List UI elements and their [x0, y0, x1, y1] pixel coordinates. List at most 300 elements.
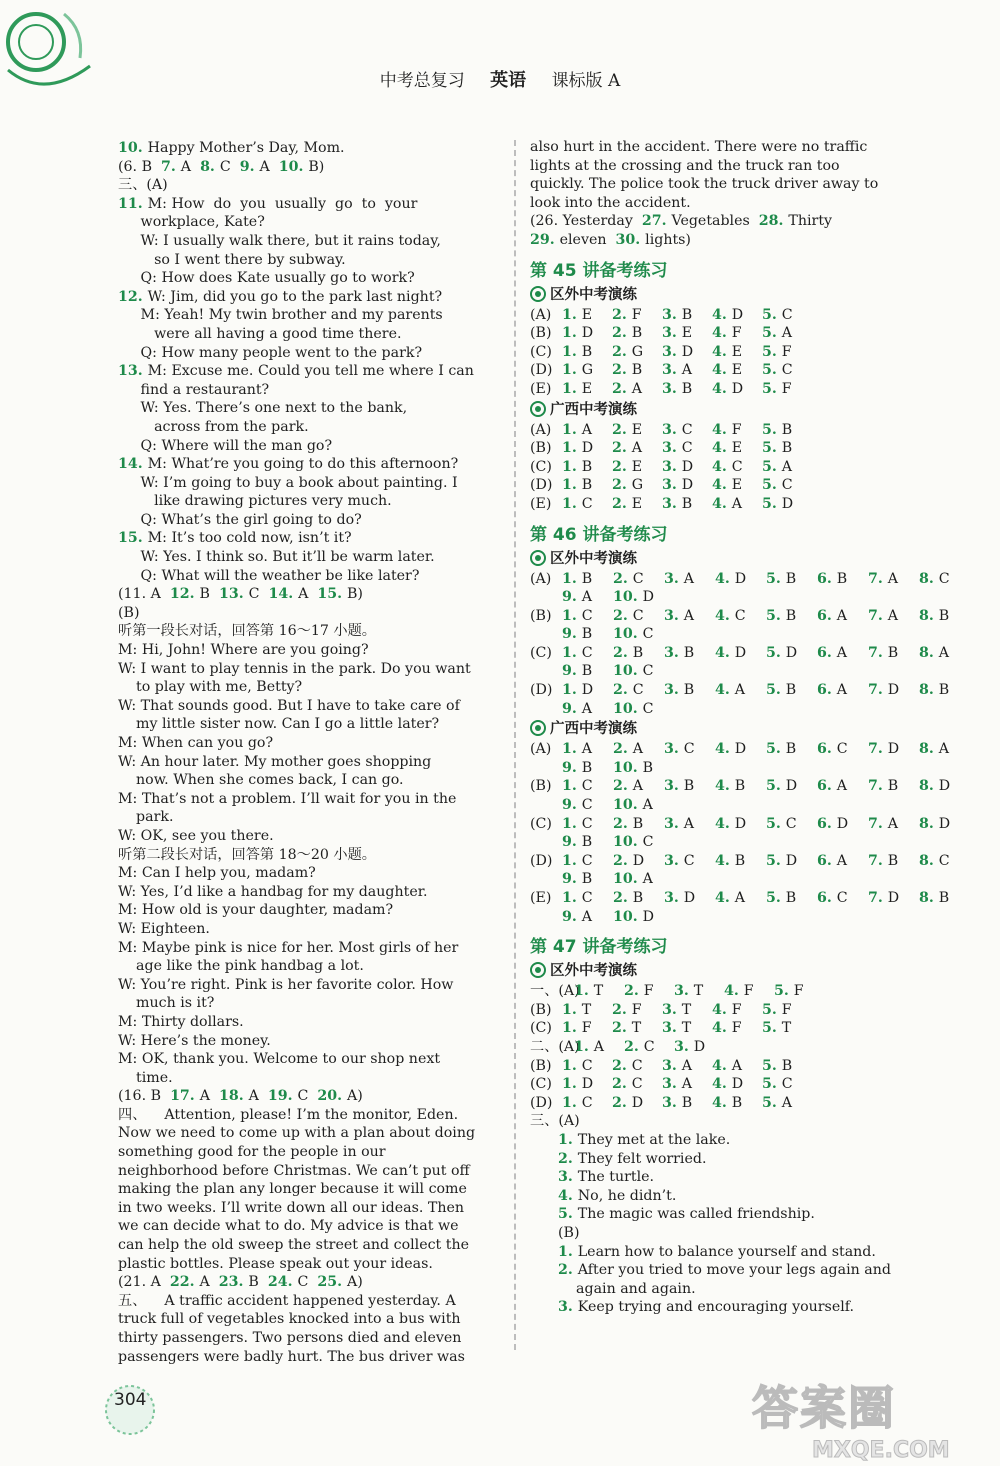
line-text: 五、 A traffic accident happened yesterday. A: [118, 1292, 456, 1309]
line-text: lights): [645, 231, 691, 248]
answer-value: C: [581, 1057, 593, 1074]
answer-number: 1.: [562, 458, 582, 475]
answer-value: E: [681, 325, 693, 342]
answer-value: F: [731, 421, 742, 438]
answer-number: 4.: [715, 644, 735, 661]
answer-item: [562, 361, 612, 380]
question-number: 12.: [169, 586, 200, 603]
answer-number: 3.: [662, 421, 682, 438]
answer-item: [715, 740, 766, 759]
answer-number: 3.: [662, 343, 682, 360]
line-text: W: Yes, I’d like a handbag for my daughter.: [118, 883, 428, 900]
answer-value: B: [938, 890, 950, 906]
answer-value: C: [643, 1038, 655, 1055]
answer-number: 1.: [562, 607, 582, 624]
answer-item: [817, 777, 868, 796]
text-line: [118, 548, 500, 567]
answer-value: A: [836, 644, 848, 661]
answer-number: 1.: [562, 682, 582, 699]
answer-number: 5.: [766, 682, 786, 699]
text-line: [118, 771, 500, 790]
answer-item: [817, 815, 868, 834]
answer-value: B: [631, 362, 643, 379]
answer-value: B: [731, 1094, 743, 1111]
answer-row-label: (A): [530, 421, 552, 438]
answer-row-label: (B): [530, 1001, 552, 1018]
answer-number: 10.: [613, 834, 643, 851]
answer-value: B: [581, 663, 593, 680]
answer-number: 3.: [662, 362, 682, 379]
answer-row-label: 二、(A): [530, 1038, 580, 1055]
short-answer: [530, 1205, 940, 1224]
question-number: 19.: [267, 1088, 298, 1105]
answer-row-label: (B): [530, 440, 552, 457]
text-line: [118, 492, 500, 511]
answer-value: D: [734, 815, 747, 832]
answer-item: [613, 870, 664, 889]
answer-number: 1.: [562, 380, 582, 397]
answer-value: D: [785, 644, 798, 661]
answer-row-label: (B): [530, 607, 552, 624]
answer-number: 1.: [562, 852, 582, 869]
answer-row: [530, 607, 950, 626]
answer-value: D: [631, 1094, 644, 1111]
answer-row: [530, 700, 940, 719]
answer-item: [562, 644, 613, 663]
answer-value: B: [581, 626, 593, 643]
answer-text: They met at the lake.: [577, 1131, 731, 1148]
answer-number: 8.: [919, 570, 939, 587]
answer-item: [766, 815, 817, 834]
text-line: [118, 1087, 500, 1106]
answer-value: F: [731, 325, 742, 342]
answer-item: [674, 982, 724, 1001]
answer-row-label: (B): [530, 1057, 552, 1074]
answer-number: 10.: [613, 700, 643, 717]
answer-value: D: [632, 852, 645, 869]
answer-item: [562, 458, 612, 477]
answer-number: 6.: [817, 890, 837, 906]
answer-value: B: [681, 380, 693, 397]
answer-text: The magic was called friendship.: [577, 1206, 815, 1223]
line-text: W: An hour later. My mother goes shopping: [118, 753, 432, 770]
target-icon: [530, 401, 546, 417]
answer-item: [612, 361, 662, 380]
answer-number: 3.: [662, 495, 682, 512]
answer-value: B: [785, 570, 797, 587]
answer-value: B: [938, 682, 950, 699]
answer-value: C: [938, 570, 950, 587]
answer-number: 5.: [766, 741, 786, 758]
answer-value: A: [681, 1076, 693, 1093]
answer-number: 4.: [712, 421, 732, 438]
answer-number: 4.: [715, 682, 735, 699]
text-line: [530, 157, 940, 176]
answer-item: [612, 306, 662, 325]
question-number: 29.: [530, 231, 560, 248]
answer-row-label: (A): [530, 570, 552, 587]
answer-value: C: [731, 458, 743, 475]
answer-value: A: [731, 1057, 743, 1074]
text-line: [118, 399, 500, 418]
answer-row-label: (C): [530, 1020, 552, 1037]
answer-item: [664, 815, 715, 834]
answer-item: [715, 815, 766, 834]
answer-value: D: [887, 682, 900, 699]
text-line: [118, 1013, 500, 1032]
answer-row: [530, 343, 940, 362]
answer-number: 1.: [562, 1076, 582, 1093]
subheading-text: 广西中考演练: [550, 721, 637, 738]
answer-number: 2.: [612, 343, 632, 360]
line-text: in two weeks. I’ll write down all our ideas. Then: [118, 1199, 465, 1216]
line-text: (11. A: [118, 586, 170, 603]
answer-item: [919, 570, 970, 589]
line-text: M: That’s not a problem. I’ll wait for you in the: [118, 790, 457, 807]
answer-number: 5.: [762, 1001, 782, 1018]
answer-value: A: [734, 890, 746, 906]
answer-value: C: [836, 741, 848, 758]
text-line: [118, 827, 500, 846]
answer-value: D: [731, 306, 744, 323]
answer-item: [868, 815, 919, 834]
question-number: 3.: [558, 1299, 578, 1316]
answer-number: 10.: [613, 759, 643, 776]
answer-item: [712, 361, 762, 380]
answer-item: [662, 1001, 712, 1020]
answer-number: 2.: [612, 1001, 632, 1018]
answer-number: 3.: [662, 306, 682, 323]
answer-item: [613, 662, 664, 681]
text-line: [118, 994, 500, 1013]
question-number: 11.: [118, 195, 148, 212]
text-line: [118, 753, 500, 772]
line-text: M: OK, thank you. Welcome to our shop next: [118, 1051, 441, 1068]
answer-number: 1.: [558, 1131, 578, 1148]
line-text: Thirty: [788, 213, 833, 230]
answer-value: D: [734, 570, 747, 587]
text-line: [118, 455, 500, 474]
answer-item: [574, 1038, 624, 1057]
answer-value: F: [781, 343, 792, 360]
edition-label: 课标版 A: [551, 71, 621, 91]
section-three-answers: [530, 1112, 940, 1317]
answer-number: 4.: [712, 325, 732, 342]
answer-number: 2.: [613, 682, 633, 699]
answer-number: 3.: [664, 778, 684, 795]
answer-item: [562, 607, 613, 626]
line-text: quickly. The police took the truck driver away to: [530, 176, 879, 193]
answer-value: C: [581, 890, 593, 906]
answer-item: [562, 759, 613, 778]
answer-value: A: [731, 495, 743, 512]
answer-row: [530, 1075, 940, 1094]
text-line: [118, 158, 500, 177]
text-line: [118, 474, 500, 493]
answer-item: [817, 570, 868, 589]
answer-number: 8.: [919, 607, 939, 624]
question-number: 27.: [641, 213, 672, 230]
answer-number: 2.: [612, 380, 632, 397]
answer-item: [562, 870, 613, 889]
answer-item: [774, 982, 824, 1001]
answer-number: 4.: [715, 741, 735, 758]
answer-number: 4.: [715, 852, 735, 869]
answer-item: [613, 908, 664, 927]
line-text: (26. Yesterday: [530, 213, 642, 230]
answer-value: A: [581, 589, 593, 606]
answer-row: [530, 495, 940, 514]
line-text: (6. B: [118, 158, 162, 175]
line-text: C: [219, 158, 240, 175]
answer-item: [715, 852, 766, 871]
line-text: Q: How many people went to the park?: [118, 344, 423, 361]
answer-item: [712, 343, 762, 362]
answer-item: [712, 476, 762, 495]
line-text: After you tried to move your legs again and: [577, 1262, 891, 1279]
answer-row-label: (C): [530, 644, 552, 661]
answer-item: [762, 343, 812, 362]
target-icon: [530, 286, 546, 302]
text-line: [118, 213, 500, 232]
text-line: [118, 939, 500, 958]
answer-item: [612, 343, 662, 362]
answer-row-label: (C): [530, 343, 552, 360]
answer-value: F: [781, 1001, 792, 1018]
answer-row: [530, 1094, 940, 1113]
answer-item: [762, 306, 812, 325]
line-text: W: You’re right. Pink is her favorite color. How: [118, 976, 454, 993]
answer-item: [612, 324, 662, 343]
line-text: M: Excuse me. Could you tell me where I can: [147, 363, 474, 380]
answer-item: [562, 343, 612, 362]
answer-item: [613, 889, 664, 908]
answer-value: E: [631, 458, 643, 475]
answer-item: [766, 852, 817, 871]
answer-value: D: [681, 343, 694, 360]
text-line: [558, 1261, 940, 1280]
answer-value: B: [632, 815, 644, 832]
answer-number: 9.: [562, 908, 582, 925]
answer-value: B: [785, 741, 797, 758]
answer-value: D: [581, 1076, 594, 1093]
answer-item: [712, 421, 762, 440]
answer-number: 6.: [817, 644, 837, 661]
answer-row: [530, 681, 950, 700]
answer-value: E: [731, 440, 743, 457]
answer-item: [562, 1057, 612, 1076]
answer-item: [762, 1094, 812, 1113]
answer-value: C: [781, 477, 793, 494]
answer-value: T: [581, 1001, 592, 1018]
text-line: [118, 288, 500, 307]
answer-number: 4.: [715, 890, 735, 906]
section-label: (B): [558, 1224, 580, 1241]
text-line: [118, 511, 500, 530]
answer-item: [817, 644, 868, 663]
answer-number: 4.: [712, 458, 732, 475]
line-text: 听第一段长对话，回答第 16～17 小题。: [118, 623, 376, 640]
answer-item: [613, 700, 664, 719]
answer-value: D: [785, 852, 798, 869]
answer-row: [530, 625, 940, 644]
answer-number: 4.: [715, 607, 735, 624]
answer-row: [530, 380, 940, 399]
answer-number: 1.: [562, 343, 582, 360]
answer-number: 1.: [562, 815, 582, 832]
answer-item: [562, 476, 612, 495]
answer-number: 5.: [762, 421, 782, 438]
answer-value: A: [683, 607, 695, 624]
answer-number: 7.: [868, 607, 888, 624]
line-text: M: How do you usually go to your: [147, 195, 418, 212]
answer-row-label: (C): [530, 815, 552, 832]
answer-number: 2.: [613, 778, 633, 795]
answer-item: [919, 681, 970, 700]
answer-value: F: [631, 1001, 642, 1018]
answer-item: [715, 889, 766, 908]
text-line: [118, 1292, 500, 1311]
answer-value: B: [632, 890, 644, 906]
text-line: [118, 1236, 500, 1255]
answer-value: B: [734, 852, 746, 869]
answer-value: D: [581, 682, 594, 699]
answer-value: A: [781, 1094, 793, 1111]
answer-number: 6.: [817, 607, 837, 624]
line-text: again and again.: [558, 1280, 696, 1297]
answer-value: B: [581, 759, 593, 776]
answer-item: [662, 1057, 712, 1076]
question-number: 18.: [218, 1088, 249, 1105]
answer-item: [562, 439, 612, 458]
line-text: B): [346, 586, 363, 603]
answer-item: [612, 1057, 662, 1076]
answer-value: C: [642, 663, 654, 680]
line-text: W: OK, see you there.: [118, 827, 274, 844]
answer-number: 4.: [712, 343, 732, 360]
answer-item: [868, 889, 919, 908]
answer-number: 8.: [919, 815, 939, 832]
line-text: A): [346, 1274, 363, 1291]
answer-number: 3.: [664, 890, 684, 906]
answer-item: [817, 852, 868, 871]
text-line: [118, 641, 500, 660]
answer-row: [530, 662, 940, 681]
answer-number: 5.: [762, 1094, 782, 1111]
answer-row-label: (D): [530, 477, 553, 494]
answer-item: [662, 1094, 712, 1113]
answer-number: 5.: [766, 778, 786, 795]
answer-number: 1.: [574, 1038, 594, 1055]
answer-number: 5.: [762, 1020, 782, 1037]
answer-value: E: [581, 306, 593, 323]
answer-value: A: [581, 741, 593, 758]
text-line: [118, 660, 500, 679]
answer-number: 3.: [662, 380, 682, 397]
line-text: C: [248, 586, 269, 603]
answer-value: D: [734, 644, 747, 661]
answer-row-label: (A): [530, 741, 552, 758]
answer-number: 3.: [664, 815, 684, 832]
answer-item: [662, 1019, 712, 1038]
answer-number: 2.: [612, 477, 632, 494]
line-text: now. When she comes back, I can go.: [118, 772, 404, 789]
answer-value: B: [785, 607, 797, 624]
answer-item: [562, 588, 613, 607]
answer-number: 5.: [766, 890, 786, 906]
question-number: 22.: [169, 1274, 200, 1291]
answer-row-label: (C): [530, 458, 552, 475]
text-line: [118, 622, 500, 641]
answer-number: 7.: [868, 741, 888, 758]
answer-item: [762, 324, 812, 343]
answer-sections: [530, 258, 951, 1113]
answer-item: [919, 607, 970, 626]
answer-item: [766, 777, 817, 796]
line-text: W: Yes. I think so. But it’ll be warm later.: [118, 549, 435, 566]
answer-number: 2.: [613, 890, 633, 906]
answer-item: [612, 495, 662, 514]
answer-item: [664, 852, 715, 871]
line-text: W: I want to play tennis in the park. Do you want: [118, 660, 471, 677]
answer-value: A: [887, 570, 899, 587]
line-text: C: [297, 1088, 318, 1105]
line-text: so I went there by subway.: [118, 251, 346, 268]
answer-number: 1.: [562, 778, 582, 795]
answer-item: [766, 570, 817, 589]
question-number: 10.: [278, 158, 309, 175]
answer-value: A: [887, 607, 899, 624]
answer-item: [662, 380, 712, 399]
answer-number: 3.: [674, 983, 694, 1000]
answer-number: 1.: [562, 306, 582, 323]
subject-title: 英语: [490, 70, 527, 91]
answer-row: [530, 740, 950, 759]
answer-item: [762, 1075, 812, 1094]
answer-value: G: [631, 477, 644, 494]
answer-item: [664, 777, 715, 796]
practice-subheading: [530, 960, 940, 982]
answer-row: [530, 421, 940, 440]
answer-number: 2.: [558, 1150, 578, 1167]
answer-item: [712, 439, 762, 458]
answer-row: [530, 1057, 940, 1076]
text-line: [118, 678, 500, 697]
answer-row-label: (D): [530, 1094, 553, 1111]
answer-number: 2.: [613, 852, 633, 869]
answer-value: F: [643, 983, 654, 1000]
answer-number: 4.: [712, 362, 732, 379]
answer-value: D: [693, 1038, 706, 1055]
answer-value: A: [681, 1057, 693, 1074]
answer-value: B: [887, 644, 899, 661]
text-line: [118, 176, 500, 195]
answer-row-label: (D): [530, 682, 553, 699]
answer-item: [562, 1075, 612, 1094]
answer-item: [919, 644, 970, 663]
answer-number: 4.: [715, 815, 735, 832]
answer-value: D: [731, 380, 744, 397]
text-line: [118, 715, 500, 734]
line-text: Q: Where will the man go?: [118, 437, 333, 454]
answer-item: [562, 495, 612, 514]
text-line: [118, 567, 500, 586]
answer-value: F: [731, 1001, 742, 1018]
answer-item: [612, 1019, 662, 1038]
answer-number: 4.: [712, 1001, 732, 1018]
answer-item: [662, 306, 712, 325]
watermark-text: 答案圈: [752, 1381, 896, 1435]
